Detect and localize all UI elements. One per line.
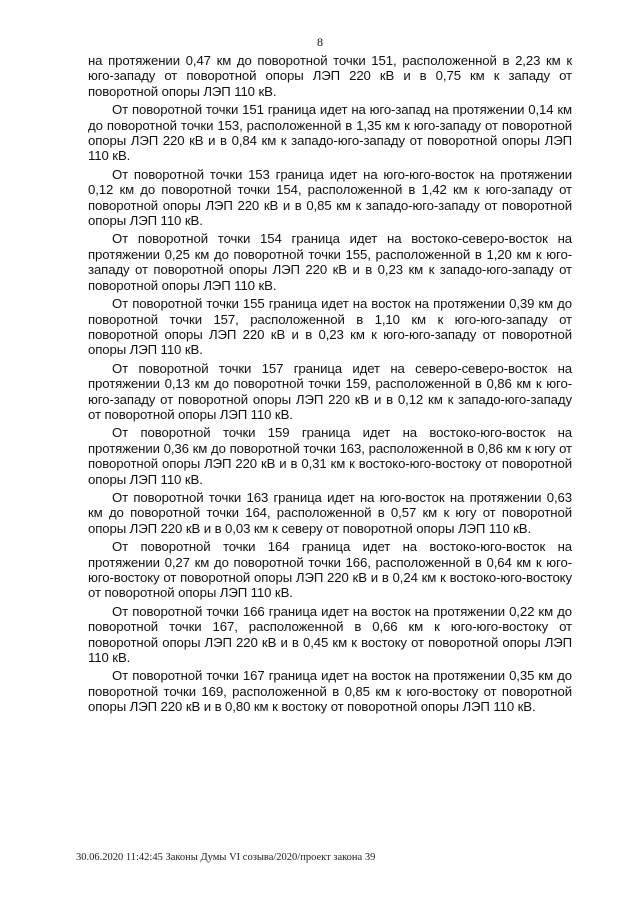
document-body xyxy=(88,53,572,718)
paragraph-point-166: От поворотной точки 166 граница идет на восток на протяжении 0,22 км до поворотной точки 167, расположенной в 0,66 км к юго-юго-востоку от поворотной опоры ЛЭП 220 кВ и в 0,45 км к востоку от поворотной опоры ЛЭП 110 кВ. xyxy=(88,603,572,666)
paragraph-point-151: От поворотной точки 151 граница идет на юго-запад на протяжении 0,14 км до поворотной точки 153, расположенной в 1,35 км к юго-западу от поворотной опоры ЛЭП 220 кВ и в 0,84 км к западо-юго-западу от поворотной опоры ЛЭП 110 кВ. xyxy=(88,102,572,164)
paragraph-point-157: От поворотной точки 157 граница идет на северо-северо-восток на протяжении 0,13 км до поворотной точки 159, расположенной в 0,86 км к юго-юго-западу от поворотной опоры ЛЭП 220 кВ и в 0,12 км к западо-юго-западу от поворотной опоры ЛЭП 110 кВ. xyxy=(88,360,572,422)
paragraph-point-163: От поворотной точки 163 граница идет на юго-восток на протяжении 0,63 км до поворотной точки 164, расположенной в 0,57 км к югу от поворотной опоры ЛЭП 220 кВ и в 0,03 км к северу от поворотной опоры ЛЭП 110 кВ. xyxy=(88,489,572,536)
paragraph-point-167: От поворотной точки 167 граница идет на восток на протяжении 0,35 км до поворотной точки 169, расположенной в 0,85 км к юго-востоку от поворотной опоры ЛЭП 220 кВ и в 0,80 км к востоку от поворотной опоры ЛЭП 110 кВ. xyxy=(88,668,572,715)
paragraph-point-155: От поворотной точки 155 граница идет на восток на протяжении 0,39 км до поворотной точки 157, расположенной в 1,10 км к юго-юго-западу от поворотной опоры ЛЭП 220 кВ и в 0,23 км к юго-юго-западу от поворотной опоры ЛЭП 110 кВ. xyxy=(88,296,572,358)
paragraph-point-159: От поворотной точки 159 граница идет на востоко-юго-восток на протяжении 0,36 км до поворотной точки 163, расположенной в 0,86 км к югу от поворотной опоры ЛЭП 220 кВ и в 0,31 км к востоко-юго-востоку от поворотной опоры ЛЭП 110 кВ. xyxy=(88,425,572,487)
paragraph-point-153: От поворотной точки 153 граница идет на юго-юго-восток на протяжении 0,12 км до поворотной точки 154, расположенной в 1,42 км к юго-западу от поворотной опоры ЛЭП 220 кВ и в 0,85 км к западо-юго-западу от поворотной опоры ЛЭП 110 кВ. xyxy=(88,166,572,229)
paragraph-point-164: От поворотной точки 164 граница идет на востоко-юго-восток на протяжении 0,27 км до поворотной точки 166, расположенной в 0,64 км к юго-юго-востоку от поворотной опоры ЛЭП 220 кВ и в 0,24 км к востоко-юго-востоку от поворотной опоры ЛЭП 110 кВ. xyxy=(88,539,572,601)
paragraph-continuation: на протяжении 0,47 км до поворотной точки 151, расположенной в 2,23 км к юго-западу от поворотной опоры ЛЭП 220 кВ и в 0,75 км к западу от поворотной опоры ЛЭП 110 кВ. xyxy=(88,53,572,99)
document-footer: 30.06.2020 11:42:45 Законы Думы VI созыва/2020/проект закона 39 xyxy=(76,852,376,863)
page-number: 8 xyxy=(317,35,323,49)
paragraph-point-154: От поворотной точки 154 граница идет на востоко-северо-восток на протяжении 0,25 км до поворотной точки 155, расположенной в 1,20 км к юго-западу от поворотной опоры ЛЭП 220 кВ и в 0,23 км к западо-юго-западу от поворотной опоры ЛЭП 110 кВ. xyxy=(88,231,572,293)
